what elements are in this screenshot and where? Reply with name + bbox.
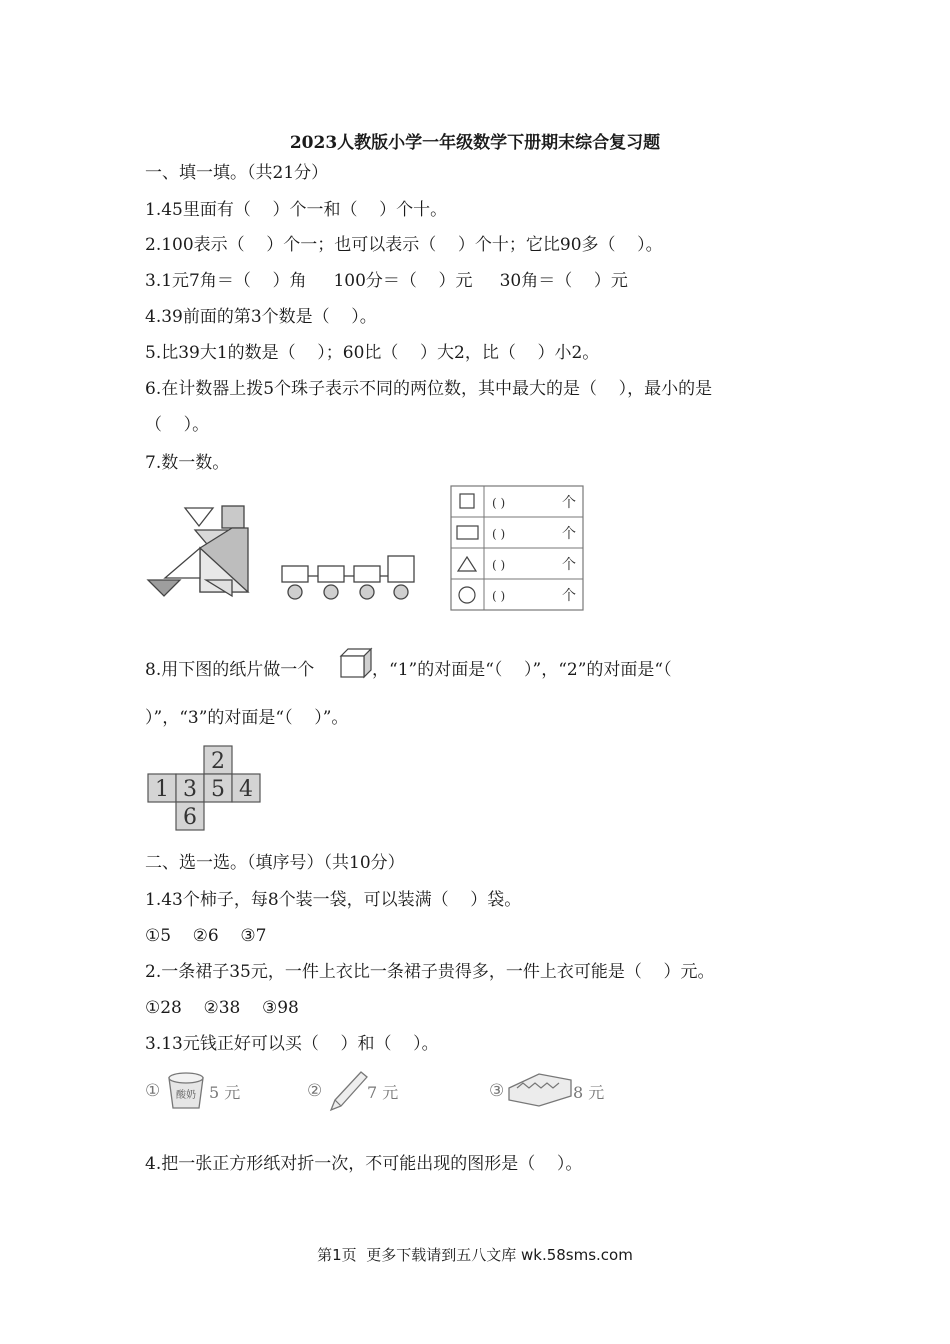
section2-heading: 二、选一选。（填序号）（共10分） [145,853,405,873]
question-1-8-part2: ，“1”的对面是“（ ）”，“2”的对面是“（ [372,660,672,680]
question-1-7: 7.数一数。 [145,453,230,473]
item-yogurt [143,1066,253,1116]
section1-heading: 一、填一填。（共21分） [145,163,329,183]
net-face-4: 4 [239,777,253,802]
net-face-3: 5 [211,777,225,802]
count-row-3-paren: ( ) [492,558,506,572]
question-2-1-options: ①5 ②6 ③7 [145,926,267,946]
shape-count-table [450,485,585,613]
item-pencil-case-price: 8 元 [573,1083,605,1102]
page-footer: 第1页 更多下载请到五八文库 wk.58sms.com [317,1246,633,1264]
item-pen-num: ② [307,1081,323,1101]
question-1-3: 3.1元7角＝（ ）角 100分＝（ ）元 30角＝（ ）元 [145,271,628,291]
question-1-1: 1.45里面有（ ）个一和（ ）个十。 [145,200,448,220]
item-pen-price: 7 元 [367,1083,399,1102]
question-1-6-cont: （ ）。 [145,415,210,435]
count-row-1-paren: ( ) [492,496,506,510]
question-1-2: 2.100表示（ ）个一；也可以表示（ ）个十；它比90多（ ）。 [145,235,663,255]
question-2-2: 2.一条裙子35元，一件上衣比一条裙子贵得多，一件上衣可能是（ ）元。 [145,962,715,982]
cube-net [145,744,263,832]
count-row-2-unit: 个 [562,526,576,542]
tangram-figure [140,500,260,604]
train-figure [276,550,421,605]
question-2-4: 4.把一张正方形纸对折一次，不可能出现的图形是（ ）。 [145,1154,583,1174]
item-pen [305,1066,415,1116]
net-face-2: 3 [183,777,197,802]
count-row-1-unit: 个 [562,495,576,511]
item-pencil-case [487,1066,612,1116]
net-face-1: 1 [155,777,169,802]
question-1-8-part1: 8.用下图的纸片做一个 [145,660,315,680]
item-yogurt-price: 5 元 [209,1083,241,1102]
net-face-bottom: 6 [183,805,197,830]
count-row-2-paren: ( ) [492,527,506,541]
question-2-2-options: ①28 ②38 ③98 [145,998,299,1018]
question-1-5: 5.比39大1的数是（ ）；60比（ ）大2，比（ ）小2。 [145,343,600,363]
question-1-8-cont: ）”，“3”的对面是“（ ）”。 [145,708,349,728]
item-yogurt-label: 酸奶 [176,1090,196,1101]
item-yogurt-num: ① [145,1081,161,1101]
count-row-4-unit: 个 [562,588,576,604]
cube-icon [338,646,374,680]
question-1-4: 4.39前面的第3个数是（ ）。 [145,307,377,327]
item-pencil-case-num: ③ [489,1081,505,1101]
net-face-top: 2 [211,749,225,774]
count-row-3-unit: 个 [562,557,576,573]
question-2-1: 1.43个柿子，每8个装一袋，可以装满（ ）袋。 [145,890,522,910]
count-row-4-paren: ( ) [492,589,506,603]
question-2-3: 3.13元钱正好可以买（ ）和（ ）。 [145,1034,439,1054]
question-1-6: 6.在计数器上拨5个珠子表示不同的两位数，其中最大的是（ ），最小的是 [145,379,713,399]
page-title: 2023人教版小学一年级数学下册期末综合复习题 [289,133,661,153]
